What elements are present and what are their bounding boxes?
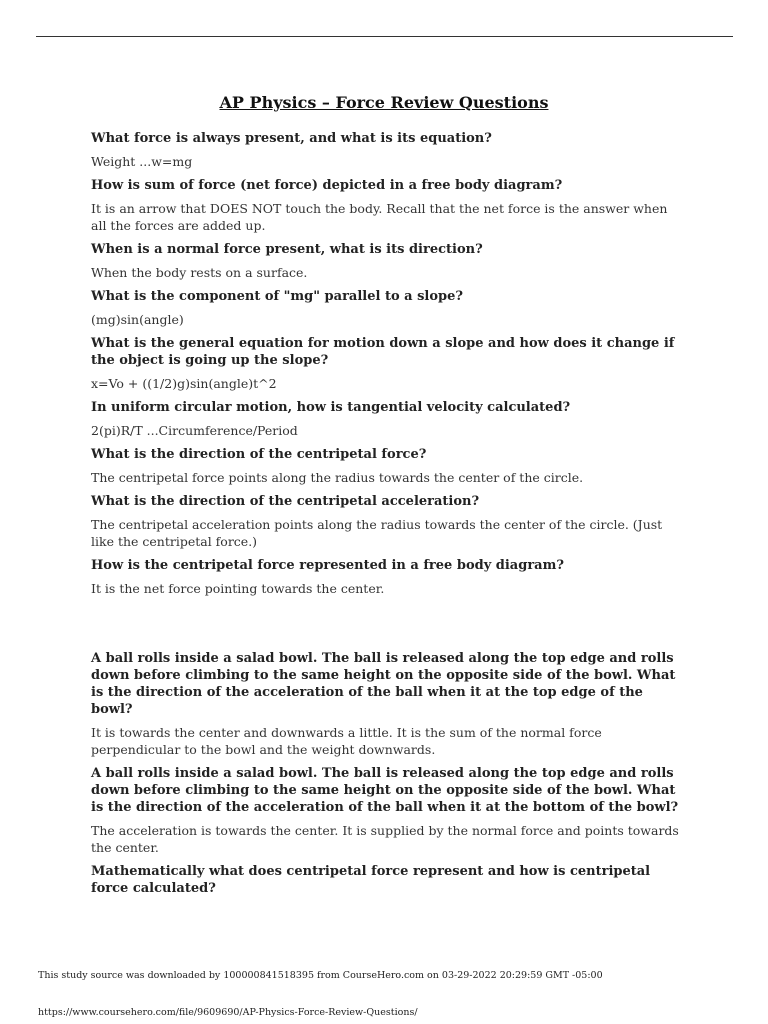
question-9: How is the centripetal force represented in a free body diagram? [91, 558, 564, 573]
source-url: https://www.coursehero.com/file/9609690/AP-Physics-Force-Review-Questions/ [38, 1007, 418, 1018]
question-8: What is the direction of the centripetal acceleration? [91, 494, 480, 509]
answer-11: The acceleration is towards the center. It is supplied by the normal force and points towards the center. [91, 823, 679, 855]
answer-5: x=Vo + ((1/2)g)sin(angle)t^2 [91, 376, 277, 391]
document-title: AP Physics – Force Review Questions [219, 93, 549, 112]
section-gap [91, 604, 681, 650]
qa-list [91, 130, 681, 903]
answer-2: It is an arrow that DOES NOT touch the body. Recall that the net force is the answer when all the forces are added up. [91, 201, 668, 233]
answer-8: The centripetal acceleration points along the radius towards the center of the circle. (Just like the centripetal force.) [91, 517, 663, 549]
question-7: What is the direction of the centripetal force? [91, 447, 427, 462]
question-1: What force is always present, and what is its equation? [91, 131, 492, 146]
question-10: A ball rolls inside a salad bowl. The ball is released along the top edge and rolls down before climbing to the same height on the opposite side of the bowl. What is the direction of the acceleration of the ball when it at the top edge of the bowl? [91, 651, 676, 717]
answer-9: It is the net force pointing towards the center. [91, 581, 385, 596]
question-6: In uniform circular motion, how is tangential velocity calculated? [91, 400, 571, 415]
question-2: How is sum of force (net force) depicted in a free body diagram? [91, 178, 563, 193]
question-5: What is the general equation for motion down a slope and how does it change if the object is going up the slope? [91, 336, 675, 368]
download-source-note: This study source was downloaded by 100000841518395 from CourseHero.com on 03-29-2022 20:29:59 GMT -05:00 [38, 970, 603, 981]
top-divider [36, 36, 733, 37]
question-12: Mathematically what does centripetal force represent and how is centripetal force calculated? [91, 864, 651, 896]
answer-4: (mg)sin(angle) [91, 312, 184, 327]
question-3: When is a normal force present, what is its direction? [91, 242, 483, 257]
question-11: A ball rolls inside a salad bowl. The ball is released along the top edge and rolls down before climbing to the same height on the opposite side of the bowl. What is the direction of the acceleration of the ball when it at the bottom of the bowl? [91, 766, 679, 815]
answer-3: When the body rests on a surface. [91, 265, 308, 280]
answer-7: The centripetal force points along the radius towards the center of the circle. [91, 470, 584, 485]
answer-6: 2(pi)R/T ...Circumference/Period [91, 423, 298, 438]
question-4: What is the component of "mg" parallel to a slope? [91, 289, 464, 304]
answer-10: It is towards the center and downwards a little. It is the sum of the normal force perpendicular to the bowl and the weight downwards. [91, 725, 602, 757]
answer-1: Weight ...w=mg [91, 154, 193, 169]
